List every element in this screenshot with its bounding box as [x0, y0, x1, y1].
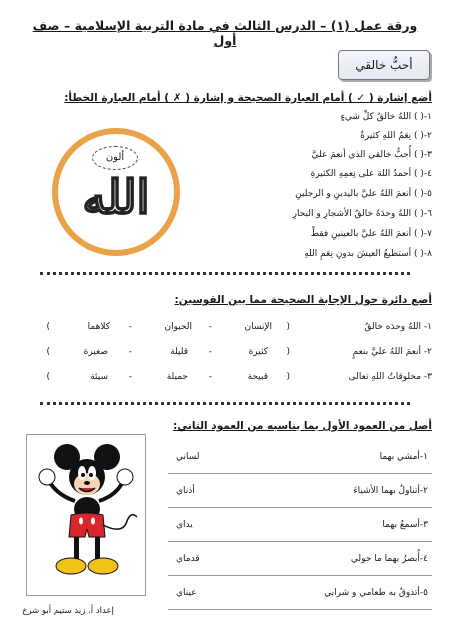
mcq-stem-2: ٢- أنعمَ اللهُ عليَّ بنعمٍ — [352, 347, 432, 357]
allah-calligraphy: الله — [82, 170, 150, 224]
dotted-divider — [40, 402, 410, 405]
matching-row — [168, 474, 432, 508]
mcq-option[interactable]: صغيرة — [83, 347, 108, 357]
matching-prompt[interactable]: ٤-أُبصرُ بهما ما حولي — [287, 542, 432, 576]
mcq-option[interactable]: سيئة — [90, 372, 108, 382]
cartoon-illustration-box — [26, 434, 146, 596]
mcq-stem-3: ٣- مخلوقاتُ اللهِ تعالى — [348, 372, 432, 382]
mcq-option[interactable]: كلاهما — [87, 322, 110, 332]
mcq-option[interactable]: الإنسان — [244, 322, 272, 332]
color-label: ألون — [92, 146, 138, 170]
matching-answer[interactable]: قدماي — [168, 542, 287, 576]
mcq-option[interactable]: قبيحة — [247, 372, 268, 382]
statement-6: ٦-( ) اللهُ وحدَهُ خالقُ الأشجارِ و البحارِ — [292, 209, 432, 219]
mcq-option[interactable]: قليلة — [170, 347, 188, 357]
mcq-open-paren: ( — [286, 372, 290, 382]
matching-prompt[interactable]: ١-أمشي بهما — [287, 440, 432, 474]
mcq-close-paren: ) — [46, 322, 50, 332]
matching-row — [168, 542, 432, 576]
statement-2: ٢-( ) نِعَمُ اللهِ كثيرةٌ — [360, 131, 432, 141]
mcq-close-paren: ) — [46, 372, 50, 382]
matching-row — [168, 440, 432, 474]
cartoon-mouse-icon — [27, 435, 145, 595]
coloring-circle — [52, 128, 180, 256]
author-credit: إعداد أ. زيد ستيم أبو شرخ — [22, 606, 114, 616]
statement-1: ١-( ) اللهُ خالقُ كلِّ شيءٍ — [340, 112, 432, 122]
matching-answer[interactable]: لساني — [168, 440, 287, 474]
mcq-dash: - — [128, 372, 132, 382]
lesson-title-box: أحبُّ خالقي — [338, 50, 430, 80]
matching-row — [168, 576, 432, 610]
section3-instruction: أصل من العمود الأول بما يناسبه من العمود الثاني: — [173, 420, 432, 432]
section2-instruction: أضع دائرة حول الإجابة الصحيحة مما بين القوسين: — [174, 294, 432, 306]
mcq-option[interactable]: الحيوان — [164, 322, 192, 332]
mcq-dash: - — [128, 322, 132, 332]
mcq-open-paren: ( — [286, 322, 290, 332]
mcq-option[interactable]: جميلة — [166, 372, 188, 382]
matching-answer[interactable]: أذناي — [168, 474, 287, 508]
worksheet-title: ورقة عمل (١) – الدرس الثالث في مادة التربية الإسلامية – صف أول — [32, 18, 418, 48]
statement-3: ٣-( ) أُحبُّ خالقي الذي أنعمَ عليَّ — [311, 150, 432, 160]
mcq-open-paren: ( — [286, 347, 290, 357]
matching-row — [168, 508, 432, 542]
mcq-dash: - — [128, 347, 132, 357]
statement-5: ٥-( ) أنعمَ اللهُ عليَّ باليدينِ و الرجلينِ — [295, 189, 432, 199]
matching-prompt[interactable]: ٣-أسمعُ بهما — [287, 508, 432, 542]
mcq-dash: - — [208, 372, 212, 382]
matching-answer[interactable]: عيناي — [168, 576, 287, 610]
dotted-divider — [40, 272, 410, 275]
matching-prompt[interactable]: ٢-أتناولُ بهما الأشياءَ — [287, 474, 432, 508]
matching-prompt[interactable]: ٥-أتذوقُ به طعامي و شرابي — [287, 576, 432, 610]
mcq-stem-1: ١- اللهُ وحدَه خالقُ — [364, 322, 432, 332]
mcq-dash: - — [208, 347, 212, 357]
mcq-option[interactable]: كثيرة — [248, 347, 268, 357]
section1-instruction: أضع إشارة ( ✓ ) أمام العبارة الصحيحة و إشارة ( ✗ ) أمام العبارة الخطأ: — [64, 92, 432, 104]
statement-8: ٨-( ) أستطيعُ العيشَ بدونِ نِعَمِ اللهِ — [304, 249, 432, 259]
matching-table — [168, 440, 432, 610]
matching-answer[interactable]: يداي — [168, 508, 287, 542]
statement-7: ٧-( ) أنعمَ اللهُ عليَّ بالعينينِ فقطْ — [310, 229, 432, 239]
mcq-dash: - — [208, 322, 212, 332]
mcq-close-paren: ) — [46, 347, 50, 357]
statement-4: ٤-( ) أحمدُ اللهَ على نِعمِهِ الكثيرةِ — [310, 169, 432, 179]
